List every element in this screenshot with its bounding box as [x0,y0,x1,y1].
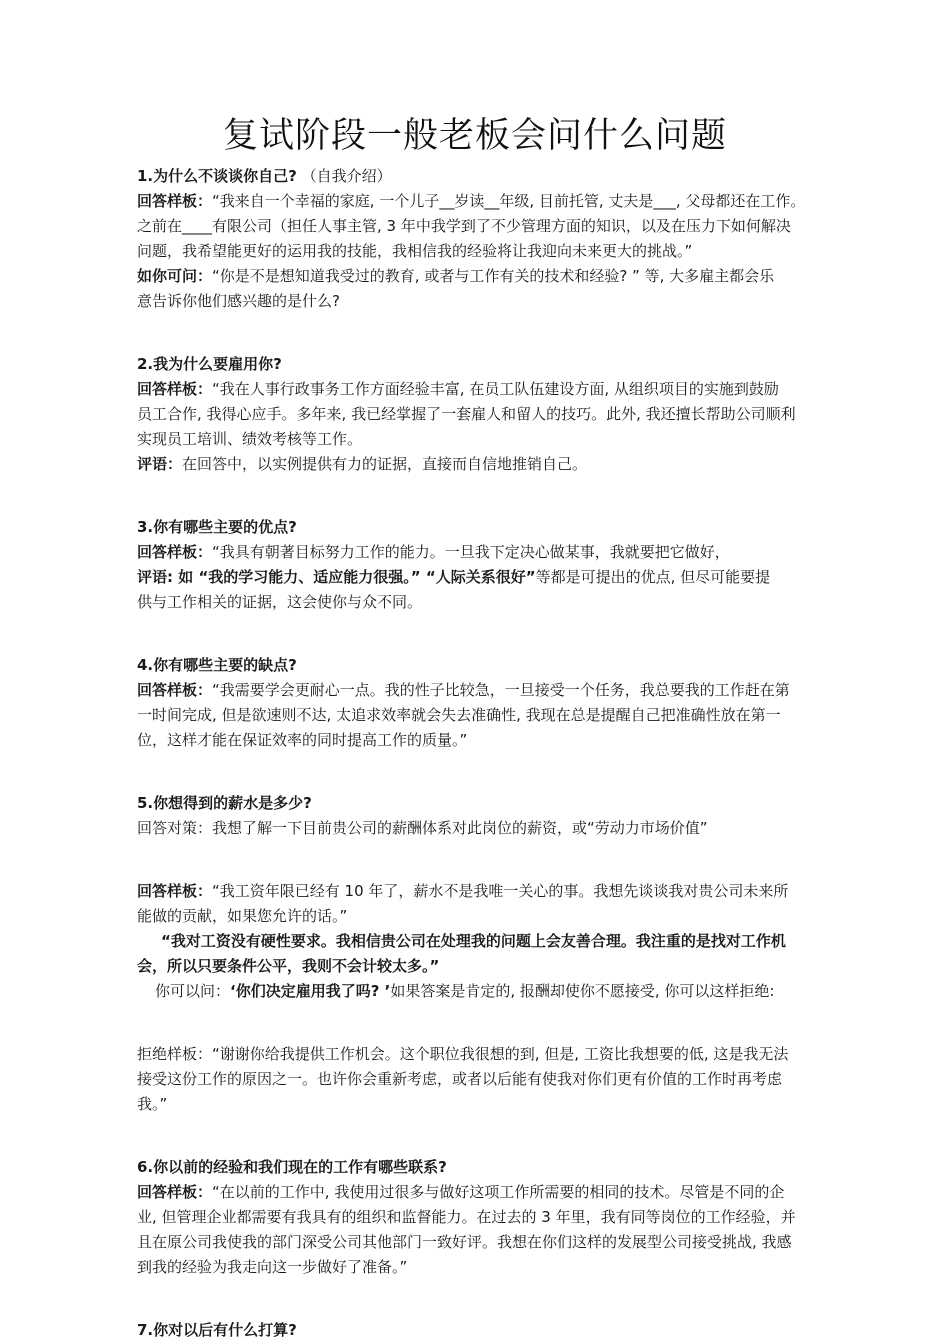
q5-ask-rest: 如果答案是肯定的, 报酬却使你不愿接受, 你可以这样拒绝: [390,982,775,1000]
q3-answer-line-1 [137,540,861,565]
q6-answer-line-4: 到我的经验为我走向这一步做好了准备。” [137,1258,408,1276]
q2-answer-line-3: 实现员工培训、绩效考核等工作。 [137,430,363,448]
q1-answer-label: 回答样板： [137,192,213,210]
q1-answer-line-3: 问题，我希望能更好的运用我的技能，我相信我的经验将让我迎向未来更大的挑战。” [137,242,693,260]
q5-ask-line [137,979,861,1004]
q5-reject-line-2: 接受这份工作的原因之一。也许你会重新考虑，或者以后能有使我对你们更有价值的工作时再考虑 [137,1070,783,1088]
q1-answer-line-1 [137,189,861,214]
q1-ask-line-1 [137,264,861,289]
q2-answer-text-1: “我在人事行政事务工作方面经验丰富, 在员工队伍建设方面, 从组织项目的实施到鼓励 [212,380,779,398]
q3-answer-label: 回答样板： [137,543,213,561]
q3-comment-label: 评语: 如 “我的学习能力、适应能力很强。” “人际关系很好” [137,568,536,586]
q3-comment-line-2: 供与工作相关的证据，这会使你与众不同。 [137,593,423,611]
q1-ask-text-1: “你是不是想知道我受过的教育, 或者与工作有关的技术和经验? ” 等, 大多雇主都会乐 [212,267,775,285]
q6-answer-line-3: 且在原公司我使我的部门深受公司其他部门一致好评。我想在你们这样的发展型公司接受挑战, 我感 [137,1233,792,1251]
document-body [137,164,861,1343]
q4-answer-label: 回答样板： [137,681,213,699]
q5-answer-label: 回答样板： [137,882,213,900]
q5-bold-line-2: 会，所以只要条件公平，我则不会计较太多。” [137,957,440,975]
q1-ask-line-2: 意告诉你他们感兴趣的是什么? [137,292,340,310]
q5-answer-line-1 [137,879,861,904]
q5-ask-question: ‘你们决定雇用我了吗? ’ [230,982,391,1000]
q1-ask-label: 如你可问： [137,267,213,285]
question-4-heading: 4.你有哪些主要的缺点? [137,656,297,674]
q2-answer-label: 回答样板： [137,380,213,398]
question-5-heading: 5.你想得到的薪水是多少? [137,794,312,812]
q6-answer-label: 回答样板： [137,1183,213,1201]
q4-answer-text-1: “我需要学会更耐心一点。我的性子比较急，一旦接受一个任务，我总要我的工作赶在第 [212,681,790,699]
question-3-heading: 3.你有哪些主要的优点? [137,518,297,536]
q3-answer-text-1: “我具有朝著目标努力工作的能力。一旦我下定决心做某事，我就要把它做好， [212,543,730,561]
q2-comment-label: 评语： [137,455,183,473]
q2-answer-line-1 [137,377,861,402]
q4-answer-line-1 [137,678,861,703]
question-7-heading: 7.你对以后有什么打算? [137,1321,297,1339]
q6-answer-text-1: “在以前的工作中, 我使用过很多与做好这项工作所需要的相同的技术。尽管是不同的企 [212,1183,785,1201]
q5-reject-line-3: 我。” [137,1095,168,1113]
q5-reject-line-1: 拒绝样板：“谢谢你给我提供工作机会。这个职位我很想的到, 但是, 工资比我想要的低, 这是我无法 [137,1045,789,1063]
q6-answer-line-1 [137,1180,861,1205]
q2-comment-text: 在回答中，以实例提供有力的证据，直接而自信地推销自己。 [182,455,588,473]
q2-comment-line [137,452,861,477]
q1-answer-text-1: “我来自一个幸福的家庭, 一个儿子__岁读__年级, 目前托管, 丈夫是___, 父母都还在工作。 [212,192,806,210]
q3-comment-text-1: 等都是可提出的优点, 但尽可能要提 [535,568,771,586]
q2-answer-line-2: 员工合作, 我得心应手。多年来, 我已经掌握了一套雇人和留人的技巧。此外, 我还擅长帮助公司顺利 [137,405,796,423]
q3-comment-line-1 [137,565,861,590]
question-1-note: （自我介绍） [301,167,392,185]
question-2-heading: 2.我为什么要雇用你? [137,355,282,373]
q5-strategy-line: 回答对策：我想了解一下目前贵公司的薪酬体系对此岗位的薪资，或“劳动力市场价值” [137,819,708,837]
q5-answer-line-2: 能做的贡献，如果您允许的话。” [137,907,348,925]
question-1 [137,164,861,189]
q6-answer-line-2: 业, 但管理企业都需要有我具有的组织和监督能力。在过去的 3 年里，我有同等岗位的工作经验，并 [137,1208,796,1226]
q1-answer-line-2: 之前在____有限公司（担任人事主管, 3 年中我学到了不少管理方面的知识，以及在压力下如何解决 [137,217,791,235]
q5-bold-line-1: “我对工资没有硬性要求。我相信贵公司在处理我的问题上会友善合理。我注重的是找对工作机 [161,932,786,950]
question-1-heading: 1.为什么不谈谈你自己? [137,167,297,185]
q4-answer-line-2: 一时间完成, 但是欲速则不达, 太追求效率就会失去准确性, 我现在总是提醒自己把准确性放在第一 [137,706,781,724]
q5-ask-prefix: 你可以问： [155,982,231,1000]
question-6-heading: 6.你以前的经验和我们现在的工作有哪些联系? [137,1158,447,1176]
q5-answer-text-1: “我工资年限已经有 10 年了，薪水不是我唯一关心的事。我想先谈谈我对贵公司未来所 [212,882,789,900]
document-title: 复试阶段一般老板会问什么问题 [222,116,727,156]
q4-answer-line-3: 位，这样才能在保证效率的同时提高工作的质量。” [137,731,468,749]
